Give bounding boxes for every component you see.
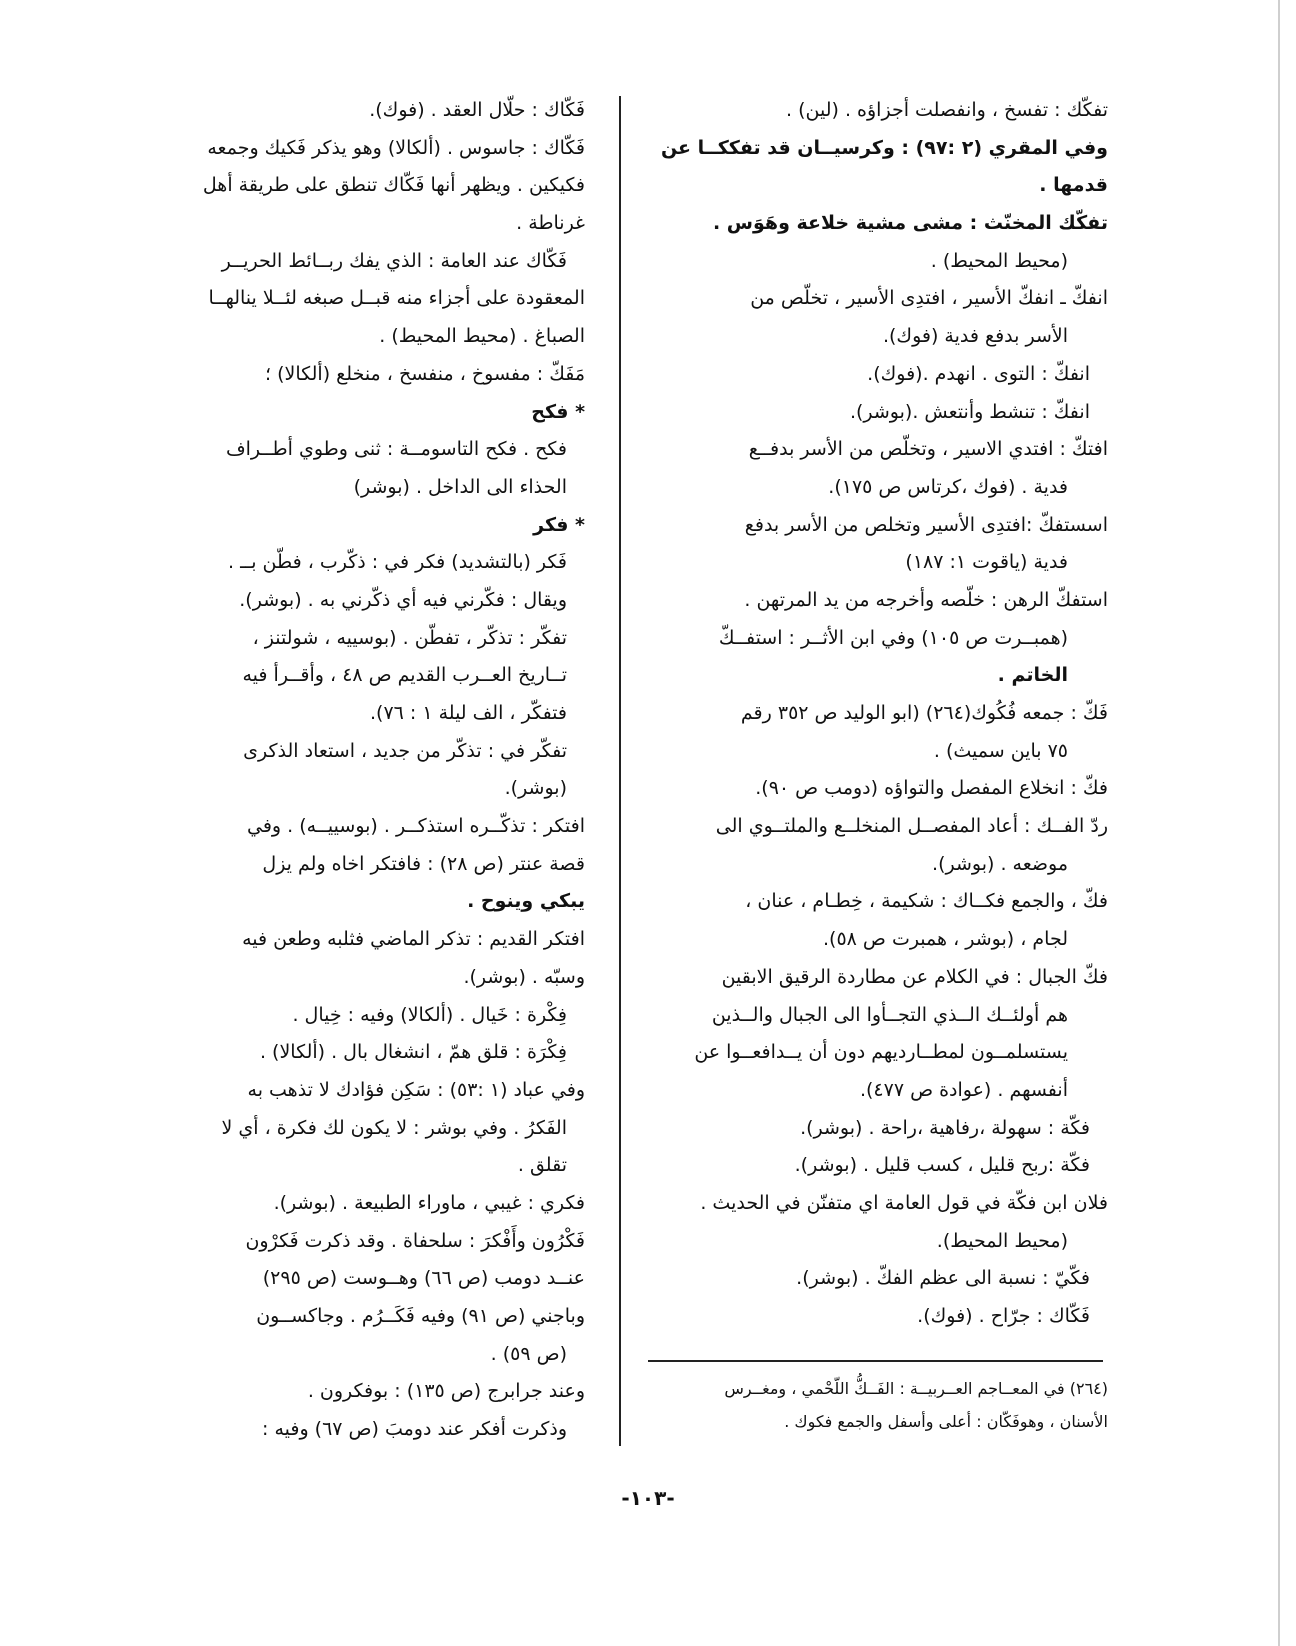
- text-line: الفَكرُ . وفي بوشر : لا يكون لك فكرة ، أي لا: [221, 1116, 567, 1139]
- text-line: غرناطة .: [516, 212, 585, 235]
- text-line: فكري : غيبي ، ماوراء الطبيعة . (بوشر).: [273, 1191, 585, 1214]
- text-line: تفكّر في : تذكّر من جديد ، استعاد الذكرى: [243, 739, 567, 762]
- text-line: فَكّاك : حلّال العقد . (فوك).: [369, 99, 585, 121]
- text-line: انفكّ : تنشط وأنتعش .(بوشر).: [849, 400, 1090, 423]
- text-line: الحذاء الى الداخل . (بوشر): [353, 475, 567, 498]
- text-line: ٧٥ باين سميث) .: [933, 739, 1068, 762]
- text-line: تفكّك المخنّث : مشى مشية خلاعة وهَوَس .: [712, 212, 1108, 235]
- column-divider: [619, 96, 621, 1446]
- text-line: (همبــرت ص ١٠٥) وفي ابن الأثــر : استفــكّ: [718, 626, 1068, 649]
- text-line: فكيكين . ويظهر أنها فَكّاك تنطق على طريقة أهل: [202, 174, 585, 197]
- text-line: (ص ٥٩) .: [490, 1342, 567, 1365]
- text-line: المعقودة على أجزاء منه قبــل صبغه لئــلا ينالهــا: [208, 287, 585, 310]
- text-line: فدية (ياقوت ١: ١٨٧): [905, 551, 1068, 574]
- text-line: تفكّر : تذكّر ، تفطّن . (بوسييه ، شولتنز ،: [252, 626, 567, 649]
- text-line: ويقال : فكّرني فيه أي ذكّرني به . (بوشر).: [239, 588, 567, 611]
- text-line: وسبّه . (بوشر).: [463, 965, 585, 988]
- text-line: وعند جرابرج (ص ١٣٥) : بوفكرون .: [307, 1380, 585, 1403]
- text-line: وفي المقري (٢ :٩٧) : وكرسيــان قد تفككــا عن: [660, 136, 1108, 159]
- text-line: ردّ الفــك : أعاد المفصــل المنخلــع والملتــوي الى: [715, 815, 1108, 838]
- text-line: افتكّ : افتدي الاسير ، وتخلّص من الأسر بدفــع: [748, 438, 1108, 461]
- text-line: * فكر: [533, 513, 585, 536]
- text-line: يبكي وينوح .: [467, 890, 585, 913]
- text-line: انفكّ ـ انفكّ الأسير ، افتدِى الأسير ، تخلّص من: [750, 287, 1108, 310]
- text-line: استفكّ الرهن : خلّصه وأخرجه من يد المرتهن .: [744, 588, 1108, 611]
- right-column: [648, 92, 1108, 1336]
- footnote: [648, 1372, 1108, 1438]
- text-line: فلان ابن فكّة في قول العامة اي متفنّن في الحديث .: [700, 1191, 1108, 1214]
- text-line: موضعه . (بوشر).: [932, 852, 1068, 875]
- text-line: فتفكّر ، الف ليلة ١ : ٧٦).: [369, 702, 567, 724]
- text-line: (بوشر).: [504, 777, 567, 800]
- text-line: (محيط المحيط) .: [930, 249, 1068, 272]
- text-line: فدية . (فوك ،كرتاس ص ١٧٥).: [828, 475, 1068, 498]
- text-line: فكّة : سهولة ،رفاهية ،راحة . (بوشر).: [800, 1116, 1090, 1139]
- text-line: وذكرت أفكر عند دومبَ (ص ٦٧) وفيه :: [262, 1418, 567, 1441]
- footnote-line: الأسنان ، وهوفَكّان : أعلى وأسفل والجمع فكوك .: [784, 1412, 1108, 1431]
- text-line: مَفَكّ : مفسوخ ، منفسخ ، منخلع (ألكالا) ؛: [265, 362, 585, 385]
- text-line: أنفسهم . (عوادة ص ٤٧٧).: [859, 1078, 1068, 1101]
- text-line: فكّ الجبال : في الكلام عن مطاردة الرقيق الابقين: [721, 965, 1108, 988]
- text-line: فَكّ : جمعه فُكُوك(٢٦٤) (ابو الوليد ص ٣٥٢ رقم: [740, 702, 1108, 724]
- text-line: وفي عباد (١ :٥٣) : سَكِن فؤادك لا تذهب به: [247, 1078, 585, 1101]
- text-line: فَكّاك عند العامة : الذي يفك ربــائط الحريــر: [221, 249, 567, 272]
- text-line: فِكْرة : خَيال . (ألكالا) وفيه : خِيال .: [292, 1003, 567, 1026]
- page-edge: [1278, 0, 1280, 1646]
- text-line: فَكْرُون وأَفْكرَ : سلحفاة . وقد ذكرت فَكرْون: [245, 1229, 585, 1252]
- text-line: فَكّاك : جاسوس . (ألكالا) وهو يذكر فَكيك وجمعه: [207, 136, 585, 159]
- text-line: (محيط المحيط).: [936, 1229, 1068, 1252]
- footnote-line: (٢٦٤) في المعــاجم العــربيــة : الفَــكُّ اللّحْمي ، ومغــرس: [724, 1379, 1108, 1398]
- text-line: فِكْرَة : قلق همّ ، انشغال بال . (ألكالا) .: [259, 1041, 567, 1064]
- text-line: افتكر القديم : تذكر الماضي فثلبه وطعن فيه: [242, 928, 585, 951]
- text-line: افتكر : تذكّــره استذكــر . (بوسييــه) . وفي: [246, 815, 585, 838]
- text-line: انفكّ : التوى . انهدم .(فوك).: [867, 362, 1090, 385]
- text-line: * فكح: [531, 400, 585, 423]
- text-line: الأسر بدفع فدية (فوك).: [882, 325, 1068, 348]
- text-line: فكّ ، والجمع فكــاك : شكيمة ، خِطـام ، عنان ،: [745, 890, 1108, 913]
- text-line: قصة عنتر (ص ٢٨) : فافتكر اخاه ولم يزل: [262, 852, 585, 875]
- left-column: [145, 92, 585, 1449]
- text-line: فكّيّ : نسبة الى عظم الفكّ . (بوشر).: [796, 1267, 1090, 1290]
- text-line: عنــد دومب (ص ٦٦) وهــوست (ص ٢٩٥): [262, 1267, 585, 1290]
- text-line: تفكّك : تفسخ ، وانفصلت أجزاؤه . (لين) .: [786, 99, 1108, 121]
- text-line: الخاتم .: [997, 664, 1068, 687]
- text-line: وباجني (ص ٩١) وفيه فَكَــرُم . وجاكســون: [256, 1305, 585, 1327]
- text-line: اسستفكّ :افتدِى الأسير وتخلص من الأسر بدفع: [744, 513, 1108, 536]
- text-line: لجام ، (بوشر ، همبرت ص ٥٨).: [823, 928, 1068, 951]
- text-line: فكح . فكح التاسومــة : ثنى وطوي أطــراف: [225, 438, 567, 461]
- text-line: فكّة :ربح قليل ، كسب قليل . (بوشر).: [794, 1154, 1090, 1177]
- text-line: فَكّاك : جرّاح . (فوك).: [917, 1305, 1090, 1327]
- text-line: تقلق .: [517, 1154, 567, 1177]
- page-number: -١٠٣-: [621, 1486, 675, 1510]
- footnote-rule: [648, 1360, 1103, 1362]
- text-line: الصباغ . (محيط المحيط) .: [379, 325, 585, 348]
- text-line: فَكر (بالتشديد) فكر في : ذكّرب ، فطّن بــ .: [227, 551, 567, 574]
- text-line: يستسلمــون لمطــارديهم دون أن يــدافعــوا عن: [694, 1041, 1068, 1064]
- text-line: فكّ : انخلاع المفصل والتواؤه (دومب ص ٩٠).: [755, 777, 1108, 800]
- text-line: تــاريخ العــرب القديم ص ٤٨ ، وأقــرأ فيه: [242, 664, 567, 687]
- text-line: قدمها .: [1039, 174, 1108, 197]
- text-line: هم أولئــك الــذي التجــأوا الى الجبال والــذين: [711, 1003, 1068, 1026]
